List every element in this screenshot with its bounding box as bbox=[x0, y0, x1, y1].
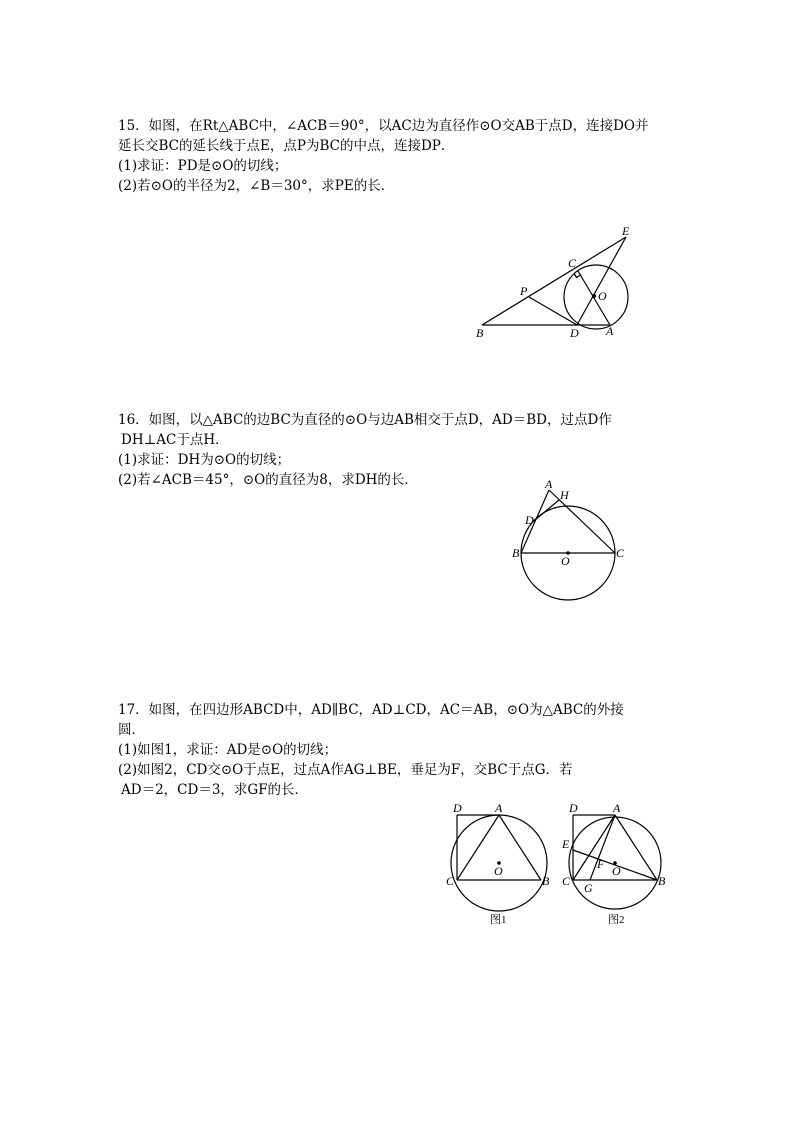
label-e: E bbox=[622, 224, 630, 238]
label-d: D bbox=[525, 513, 534, 527]
label-c: C bbox=[562, 874, 571, 888]
problem-17-line-4: (2)如图2，CD交⊙O于点E，过点A作AG⊥BE，垂足为F，交BC于点G．若 bbox=[118, 762, 573, 778]
label-b: B bbox=[658, 874, 666, 888]
label-a: A bbox=[495, 801, 503, 815]
problem-17-line-1: 17．如图，在四边形ABCD中，AD∥BC，AD⊥CD，AC＝AB，⊙O为△ABC的外接 bbox=[118, 702, 624, 718]
problem-16-line-3: (1)求证：DH为⊙O的切线； bbox=[118, 452, 291, 468]
problem-16-line-2: DH⊥AC于点H． bbox=[121, 432, 229, 448]
label-p: P bbox=[520, 284, 528, 298]
problem-17-line-5: AD＝2，CD＝3，求GF的长． bbox=[121, 782, 309, 798]
figure-problem-15 bbox=[470, 225, 650, 345]
segment-ac bbox=[549, 490, 615, 553]
figure-1-caption: 图1 bbox=[490, 914, 507, 926]
label-b: B bbox=[542, 874, 550, 888]
label-o: O bbox=[494, 864, 503, 878]
problem-15-line-2: 延长交BC的延长线于点E，点P为BC的中点，连接DP． bbox=[118, 138, 455, 154]
label-g: G bbox=[584, 881, 593, 895]
problem-16-line-1: 16．如图，以△ABC的边BC为直径的⊙O与边AB相交于点D，AD＝BD，过点D作 bbox=[118, 412, 612, 428]
label-o: O bbox=[598, 289, 607, 303]
problem-15-line-3: (1)求证：PD是⊙O的切线； bbox=[118, 158, 288, 174]
problem-15 bbox=[118, 116, 678, 196]
problem-17-line-2: 圆． bbox=[118, 722, 145, 738]
segment-ab bbox=[499, 815, 541, 880]
label-c: C bbox=[568, 256, 577, 270]
problem-17 bbox=[118, 700, 678, 800]
label-f: F bbox=[597, 857, 605, 871]
label-e: E bbox=[562, 837, 570, 851]
label-a: A bbox=[613, 801, 621, 815]
label-o: O bbox=[561, 554, 570, 568]
label-d: D bbox=[453, 801, 462, 815]
label-b: B bbox=[512, 546, 520, 560]
segment-dh bbox=[535, 500, 559, 520]
problem-16-line-4: (2)若∠ACB＝45°，⊙O的直径为8，求DH的长． bbox=[118, 472, 418, 488]
label-b: B bbox=[476, 326, 484, 340]
segment-ab bbox=[615, 815, 657, 880]
label-a: A bbox=[606, 324, 614, 338]
label-h: H bbox=[560, 488, 569, 502]
segment-pd bbox=[529, 297, 577, 325]
problem-17-line-3: (1)如图1，求证：AD是⊙O的切线； bbox=[118, 742, 338, 758]
label-a: A bbox=[545, 477, 553, 491]
figure-2-problem-17 bbox=[560, 800, 680, 930]
label-d: D bbox=[569, 801, 578, 815]
center-dot bbox=[592, 294, 596, 298]
label-o: O bbox=[612, 864, 621, 878]
figure-1-problem-17 bbox=[440, 800, 560, 930]
problem-15-line-4: (2)若⊙O的半径为2，∠B＝30°，求PE的长． bbox=[118, 178, 395, 194]
problem-15-line-1: 15．如图，在Rt△ABC中，∠ACB＝90°，以AC边为直径作⊙O交AB于点D，连接DO并 bbox=[118, 118, 649, 134]
segment-ca bbox=[457, 815, 499, 880]
figure-problem-16 bbox=[505, 478, 635, 603]
label-d: D bbox=[570, 326, 579, 340]
label-c: C bbox=[616, 546, 625, 560]
label-c: C bbox=[446, 874, 455, 888]
circle-o bbox=[564, 265, 628, 329]
figure-2-caption: 图2 bbox=[608, 914, 625, 926]
